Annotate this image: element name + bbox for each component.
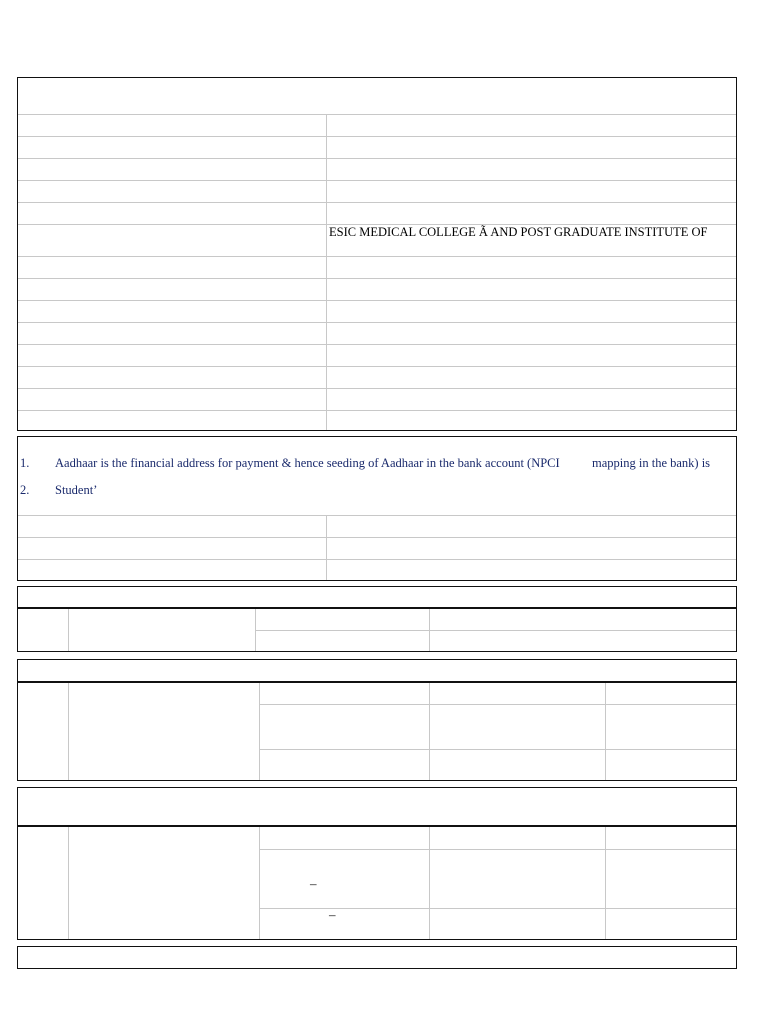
column-divider — [429, 827, 430, 939]
section-header-divider — [18, 825, 736, 827]
note-1-number: 1. — [20, 456, 30, 470]
row-divider — [18, 537, 736, 538]
row-divider — [18, 136, 736, 137]
form-section-6 — [17, 946, 737, 969]
row-divider — [18, 278, 736, 279]
column-divider — [326, 515, 327, 580]
row-divider — [18, 202, 736, 203]
institute-name-value: ESIC MEDICAL COLLEGE Ã AND POST GRADUATE INSTITUTE OF — [329, 225, 708, 239]
dash-mark: – — [329, 907, 336, 922]
row-divider — [18, 256, 736, 257]
row-divider — [18, 322, 736, 323]
column-divider — [259, 827, 260, 939]
note-2-text: Student’ — [55, 483, 98, 497]
column-divider — [605, 683, 606, 780]
column-divider — [68, 609, 69, 651]
row-divider — [255, 630, 736, 631]
form-section-1 — [17, 77, 737, 431]
row-divider — [18, 515, 736, 516]
row-divider — [18, 114, 736, 115]
section-header-divider — [18, 607, 736, 609]
form-section-2 — [17, 436, 737, 581]
row-divider — [18, 344, 736, 345]
form-section-4 — [17, 659, 737, 781]
row-divider — [18, 158, 736, 159]
column-divider — [326, 114, 327, 430]
note-1-text: Aadhaar is the financial address for payment & hence seeding of Aadhaar in the bank account (NPCI — [55, 456, 560, 470]
row-divider — [18, 366, 736, 367]
column-divider — [605, 827, 606, 939]
note-1-text-continued: mapping in the bank) is — [592, 456, 711, 470]
column-divider — [68, 683, 69, 780]
form-section-3 — [17, 586, 737, 652]
form-section-5 — [17, 787, 737, 940]
row-divider — [259, 849, 736, 850]
row-divider — [18, 388, 736, 389]
column-divider — [259, 683, 260, 780]
dash-mark: – — [310, 876, 317, 891]
row-divider — [18, 180, 736, 181]
column-divider — [429, 683, 430, 780]
row-divider — [18, 559, 736, 560]
row-divider — [259, 704, 736, 705]
note-2-number: 2. — [20, 483, 30, 497]
row-divider — [18, 300, 736, 301]
row-divider — [259, 749, 736, 750]
row-divider — [18, 410, 736, 411]
section-header-divider — [18, 681, 736, 683]
column-divider — [68, 827, 69, 939]
